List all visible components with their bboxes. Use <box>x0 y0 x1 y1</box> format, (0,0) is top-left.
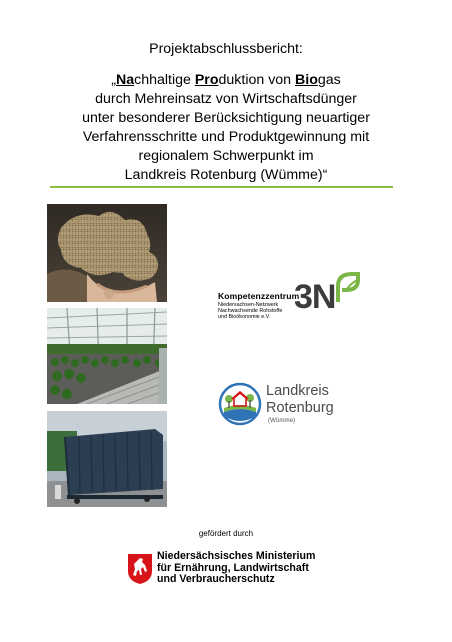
title-divider <box>50 186 393 188</box>
funded-by-label: gefördert durch <box>198 529 254 538</box>
lower-saxony-horse-crest-icon <box>127 553 153 585</box>
title-line-3: durch Mehreinsatz von Wirtschaftsdünger <box>95 91 357 107</box>
container-photo <box>47 411 167 507</box>
landkreis-line-2: Rotenburg <box>266 400 334 416</box>
title-line-6: regionalem Schwerpunkt im <box>138 148 314 164</box>
title-bio: Bio <box>295 72 318 88</box>
3n-leaf-icon <box>336 272 360 304</box>
3n-logo <box>218 272 360 322</box>
title-heading: Projektabschlussbericht: <box>149 41 303 57</box>
title-line-7: Landkreis Rotenburg (Wümme)“ <box>124 167 328 183</box>
title-part-b: duktion von <box>218 72 296 88</box>
greenhouse-photo <box>47 308 167 404</box>
ministry-line-3: und Verbraucherschutz <box>157 573 275 585</box>
title-line-4: unter besonderer Berücksichtigung neuartiger <box>82 110 370 126</box>
landkreis-emblem-icon <box>218 382 262 426</box>
3n-name: Kompetenzzentrum <box>218 291 300 301</box>
title-line-2 <box>0 71 452 90</box>
3n-sub-3: und Bioökonomie e.V. <box>218 314 271 320</box>
ministry-line-2: für Ernährung, Landwirtschaft <box>157 561 309 574</box>
3n-sub-1: Niedersachsen-Netzwerk <box>218 302 279 308</box>
3n-mark: 3N <box>294 278 336 316</box>
report-title <box>0 40 452 185</box>
title-part-a: chhaltige <box>134 72 195 88</box>
title-part-c: gas <box>317 72 341 88</box>
3n-sub-2: Nachwachsende Rohstoffe <box>218 308 283 314</box>
title-quote-open: „ <box>111 72 116 88</box>
title-pro: Pro <box>194 72 219 88</box>
title-line-5: Verfahrensschritte und Produktgewinnung mit <box>82 129 370 145</box>
ministry-name <box>157 551 315 586</box>
landkreis-line-1: Landkreis <box>266 383 329 399</box>
digestate-photo <box>47 204 167 302</box>
landkreis-logo <box>218 379 358 429</box>
landkreis-line-3: (Wümme) <box>268 417 296 424</box>
ministry-line-1: Niedersächsisches Ministerium <box>157 550 316 562</box>
title-na: Na <box>115 72 135 88</box>
